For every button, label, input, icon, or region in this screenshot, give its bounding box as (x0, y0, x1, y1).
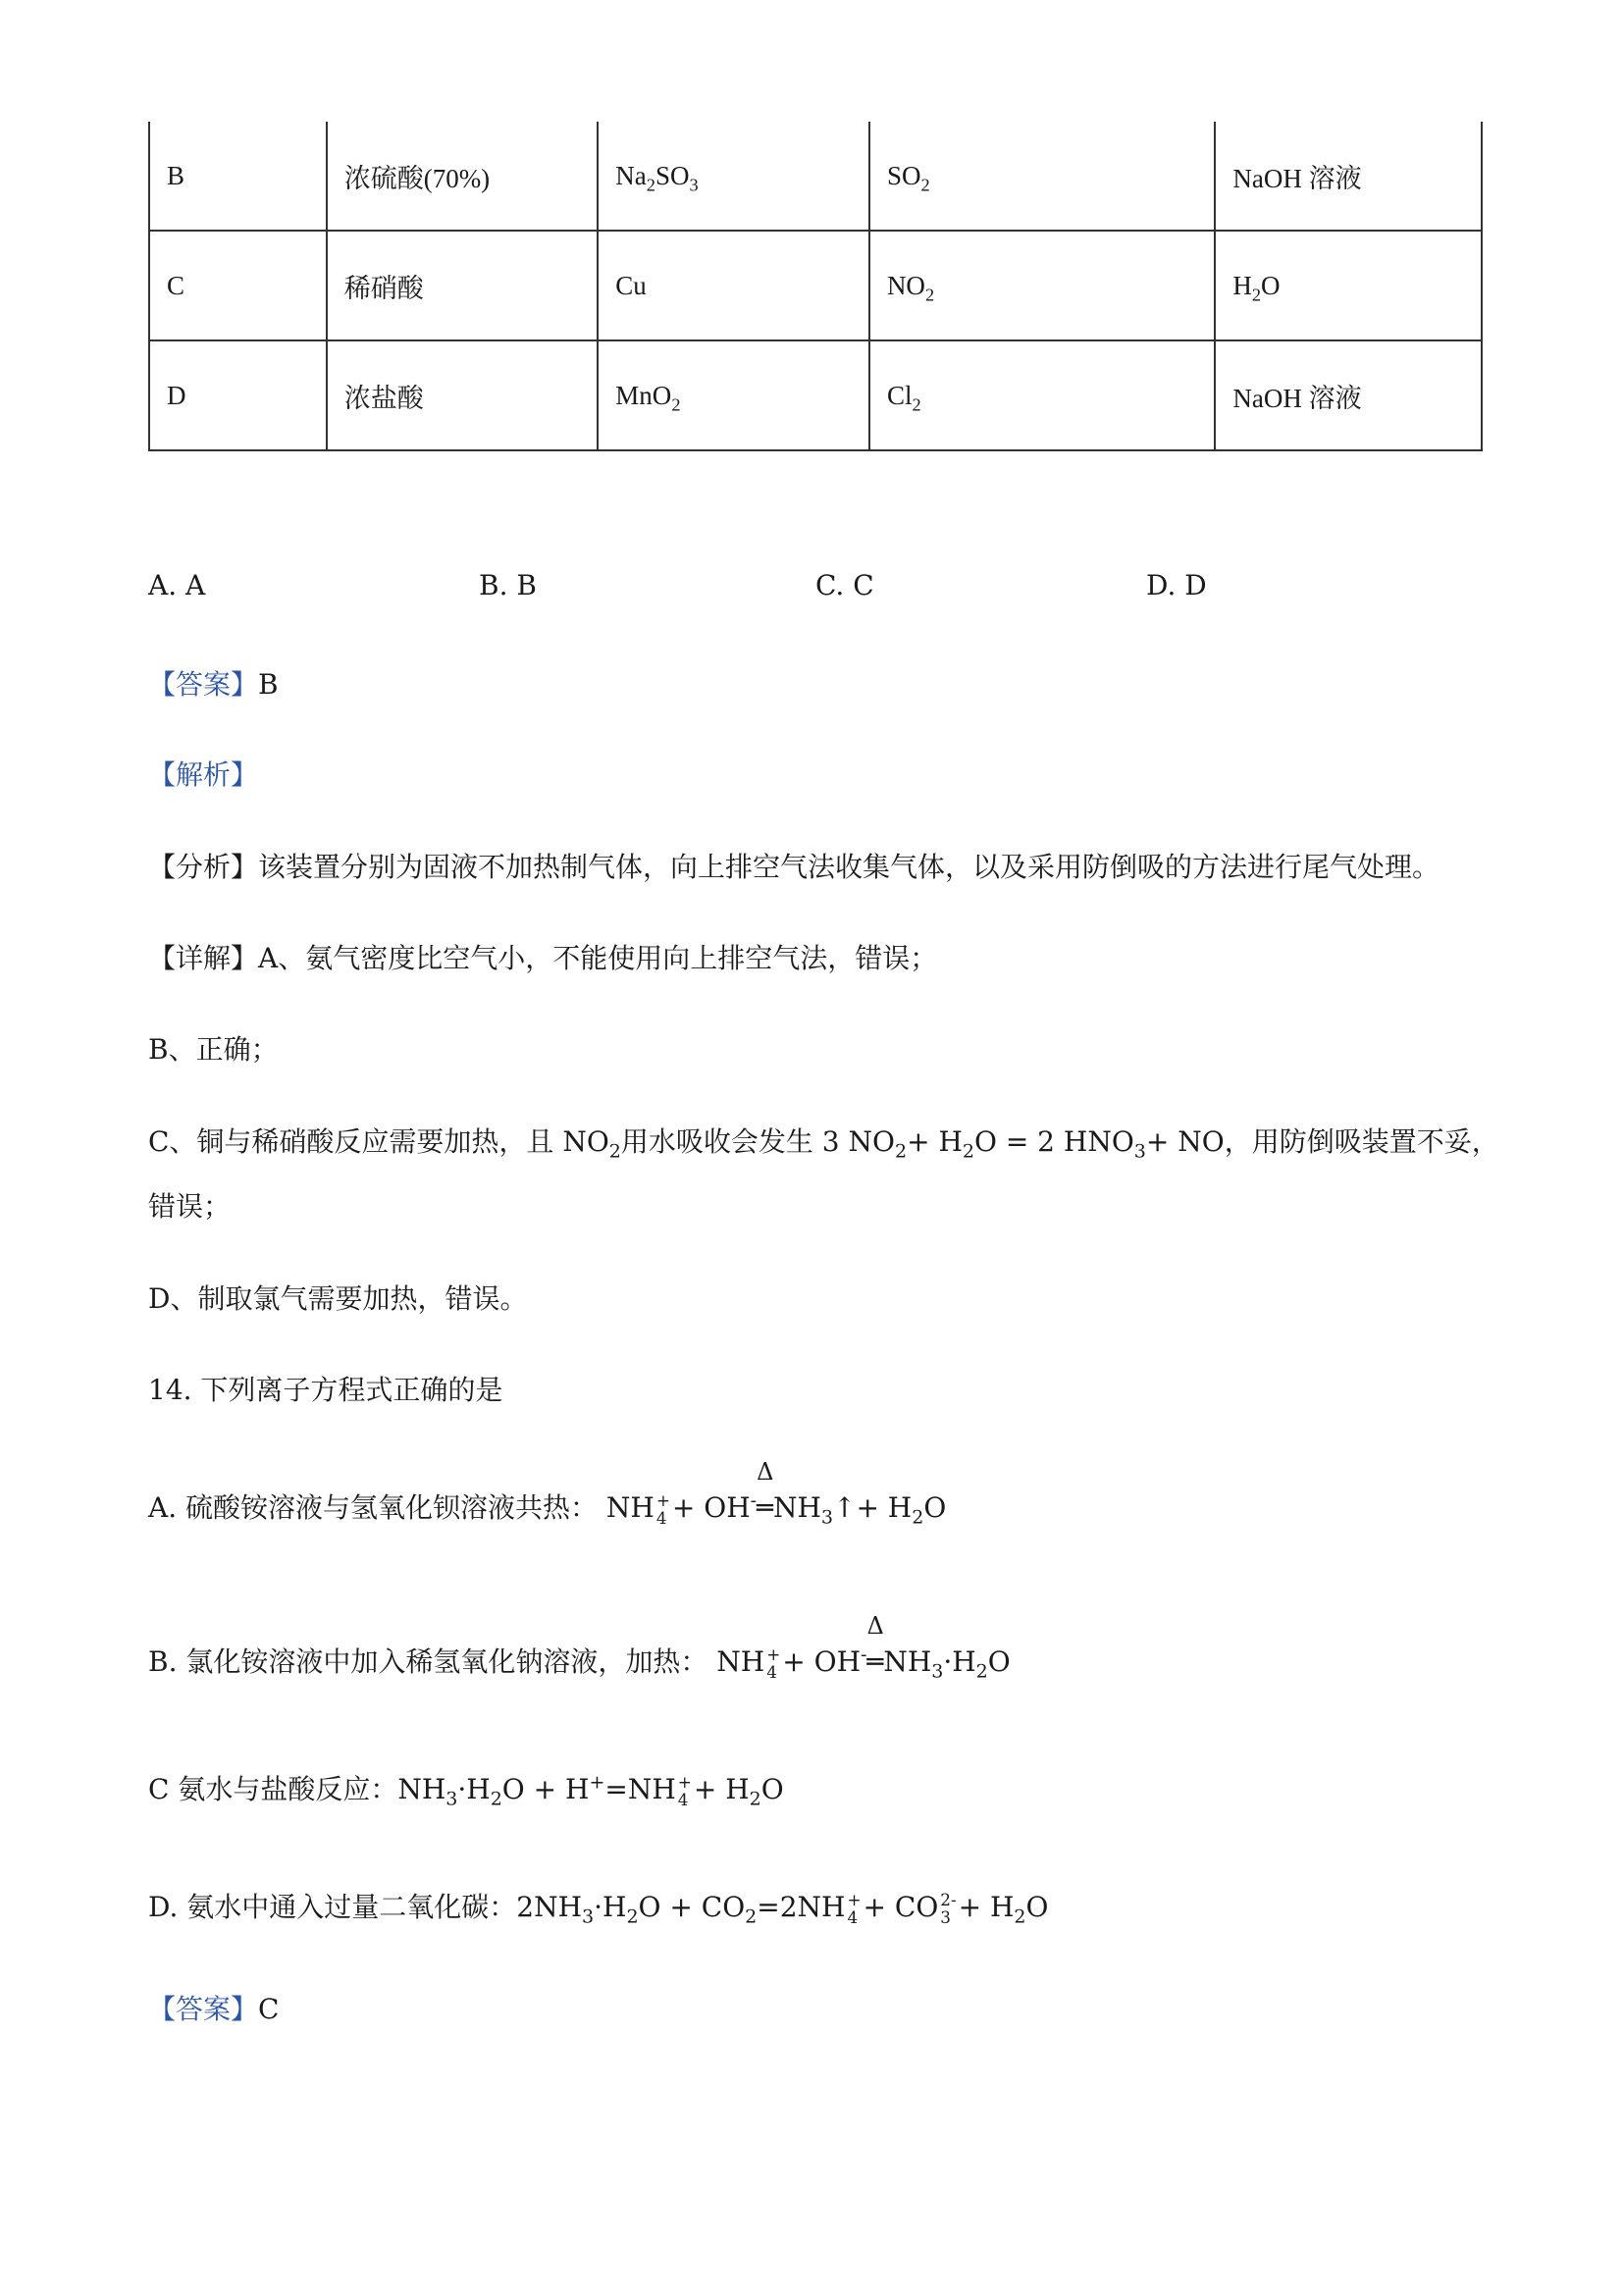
option-d: D. D (1146, 569, 1207, 601)
row-label: B (149, 122, 327, 231)
detail-c-cont: 错误； (148, 1190, 232, 1223)
table-row (149, 231, 1482, 340)
answer-13 (148, 663, 279, 703)
absorb-cell: NaOH 溶液 (1215, 340, 1482, 450)
q14-option-c: C 氨水与盐酸反应：$NH_3\cdot H_2O + H^+=NH$ + $4 + H_2O$ (148, 1771, 784, 1810)
analysis-heading: 【解析】 (148, 758, 259, 791)
answer-14 (148, 1988, 279, 2027)
gas-cell: $NO_2$ (869, 231, 1215, 340)
liquid-cell: 浓硫酸(70%) (327, 122, 599, 231)
table-row (149, 122, 1482, 231)
analysis-summary: 【分析】该装置分别为固液不加热制气体，向上排空气法收集气体，以及采用防倒吸的方法进行尾气处理。 (148, 851, 1440, 883)
q14-option-b: B. 氯化铵溶液中加入稀氢氧化钠溶液，加热： NH + 4 + OH- Δ $═NH_3\cdot H_2O$ (148, 1612, 1011, 1683)
detail-b: B、正确； (148, 1033, 279, 1066)
heat-symbol: Δ ═ (866, 1612, 884, 1678)
option-b: B. B (479, 569, 537, 601)
q14-option-a: A. 硫酸铵溶液与氢氧化钡溶液共热： NH + 4 + OH- Δ $═NH_3↑+ H_2O$ (148, 1458, 947, 1529)
liquid-cell: 浓盐酸 (327, 340, 599, 450)
option-c: C. C (815, 569, 874, 601)
detail-a: 【详解】A、氨气密度比空气小，不能使用向上排空气法，错误； (148, 942, 938, 974)
solid-cell: Cu (598, 231, 869, 340)
gas-cell: $SO_2$ (869, 122, 1215, 231)
absorb-cell: NaOH 溶液 (1215, 122, 1482, 231)
answer-value: C (258, 1993, 280, 2025)
solid-cell: MnO$_2$ (598, 340, 869, 450)
row-label: D (149, 340, 327, 450)
heat-symbol: Δ ═ (757, 1458, 774, 1524)
liquid-cell: 稀硝酸 (327, 231, 599, 340)
solid-cell: $Na_2SO_3$ (598, 122, 869, 231)
reagent-table (148, 122, 1483, 451)
answer-tag: 【答案】 (148, 668, 259, 701)
answer-tag: 【答案】 (148, 1993, 259, 2025)
question-14: 14. 下列离子方程式正确的是 (148, 1374, 503, 1406)
table-row (149, 340, 1482, 450)
option-a: A. A (148, 569, 206, 601)
q14-option-d: D. 氨水中通入过量二氧化碳：$2NH_3\cdot H_2O + CO_2=2NH$ + 4 + CO 2- $3 + H_2O$ (148, 1889, 1049, 1928)
detail-c: C、铜与稀硝酸反应需要加热，且 $NO_2$用水吸收会发生 3 $NO_2+ H_2O = 2$ $HNO_3+$ NO，用防倒吸装置不妥， (148, 1125, 1499, 1163)
detail-d: D、制取氯气需要加热，错误。 (148, 1282, 528, 1315)
row-label: C (149, 231, 327, 340)
gas-cell: $Cl_2$ (869, 340, 1215, 450)
answer-value: B (258, 668, 279, 701)
absorb-cell: $H_2O$ (1215, 231, 1482, 340)
